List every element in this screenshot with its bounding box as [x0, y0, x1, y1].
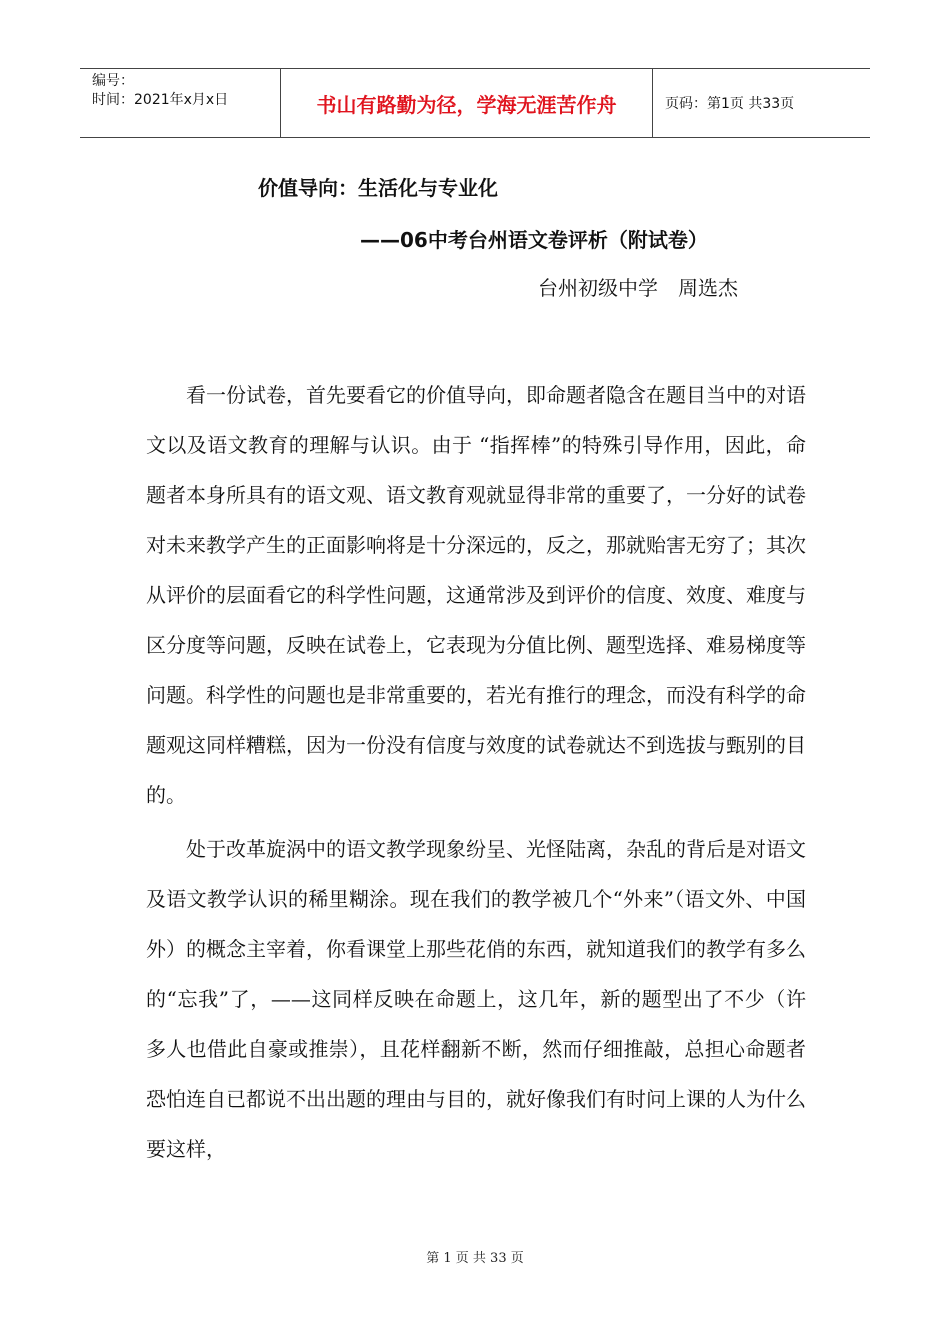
article-body — [146, 370, 806, 1174]
paragraph: 处于改革旋涡中的语文教学现象纷呈、光怪陆离，杂乱的背后是对语文及语文教学认识的稀里糊涂。现在我们的教学被几个“外来”（语文外、中国外）的概念主宰着，你看课堂上那些花俏的东西，就知道我们的教学有多么的“忘我”了，——这同样反映在命题上，这几年，新的题型出了不少（许多人也借此自豪或推崇），且花样翻新不断，然而仔细推敲，总担心命题者恐怕连自已都说不出出题的理由与目的，就好像我们有时问上课的人为什么要这样， — [146, 837, 806, 1161]
paragraph: 看一份试卷，首先要看它的价值导向，即命题者隐含在题目当中的对语文以及语文教育的理解与认识。由于 “指挥棒”的特殊引导作用，因此，命题者本身所具有的语文观、语文教育观就显得非常的重要了，一分好的试卷对未来教学产生的正面影响将是十分深远的，反之，那就贻害无穷了；其次从评价的层面看它的科学性问题，这通常涉及到评价的信度、效度、难度与区分度等问题，反映在试卷上，它表现为分值比例、题型选择、难易梯度等问题。科学性的问题也是非常重要的，若光有推行的理念，而没有科学的命题观这同样糟糕，因为一份没有信度与效度的试卷就达不到选拔与甄别的目的。 — [146, 383, 806, 807]
article-author: 台州初级中学 周选杰 — [538, 276, 738, 300]
header-page-info: 页码：第1页 共33页 — [665, 96, 795, 112]
page-footer: 第 1 页 共 33 页 — [426, 1251, 524, 1266]
article-title: 价值导向：生活化与专业化 — [258, 176, 498, 200]
number-label: 编号： — [92, 73, 134, 89]
document-header — [80, 68, 870, 138]
article-subtitle: ——06中考台州语文卷评析（附试卷） — [360, 228, 708, 252]
header-motto: 书山有路勤为径，学海无涯苦作舟 — [281, 69, 653, 137]
date-text: 时间：2021年x月x日 — [92, 92, 229, 108]
header-meta — [80, 69, 281, 137]
